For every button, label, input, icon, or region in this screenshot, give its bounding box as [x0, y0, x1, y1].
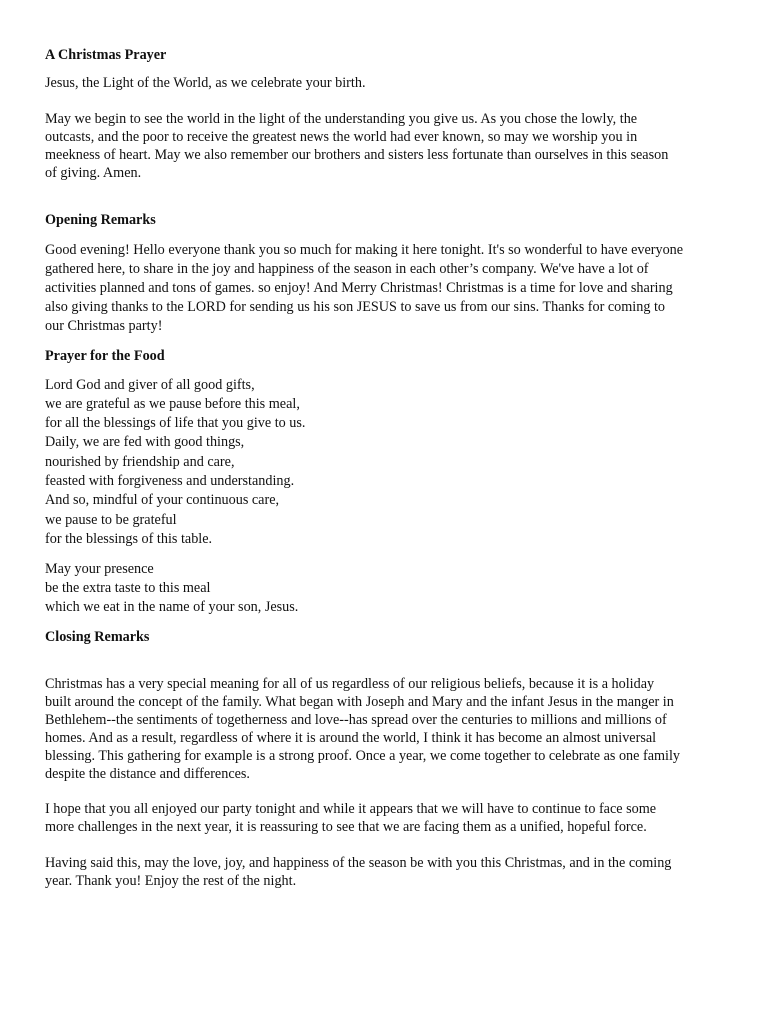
paragraph-line: I hope that you all enjoyed our party tonight and while it appears that we will have to continue to face some: [45, 801, 657, 817]
paragraph-line: May we begin to see the world in the light of the understanding you give us. As you chose the lowly, the: [45, 111, 638, 127]
paragraph-line: meekness of heart. May we also remember our brothers and sisters less fortunate than ourselves in this season: [45, 147, 669, 163]
section-heading-christmas-prayer: A Christmas Prayer: [45, 47, 167, 63]
paragraph-line: also giving thanks to the LORD for sending us his son JESUS to save us from our sins. Thanks for coming to: [45, 299, 666, 315]
poem-line: we are grateful as we pause before this meal,: [45, 396, 300, 412]
paragraph-line: Good evening! Hello everyone thank you so much for making it here tonight. It's so wonderful to have everyone: [45, 242, 684, 258]
poem-line: for the blessings of this table.: [45, 531, 213, 547]
paragraph-line: Jesus, the Light of the World, as we celebrate your birth.: [45, 75, 366, 91]
paragraph-line: blessing. This gathering for example is a strong proof. Once a year, we come together to celebrate as one family: [45, 748, 681, 764]
paragraph-line: gathered here, to share in the joy and happiness of the season in each other’s company. We've have a lot of: [45, 261, 649, 277]
paragraph-line: Bethlehem--the sentiments of togetherness and love--has spread over the centuries to millions and millions of: [45, 712, 667, 728]
poem-line: Daily, we are fed with good things,: [45, 434, 245, 450]
poem-line: May your presence: [45, 561, 154, 577]
section-heading-closing-remarks: Closing Remarks: [45, 629, 150, 645]
paragraph-line: homes. And as a result, regardless of where it is around the world, I think it has become an almost universal: [45, 730, 657, 746]
poem-line: for all the blessings of life that you give to us.: [45, 415, 306, 431]
paragraph-line: more challenges in the next year, it is reassuring to see that we are facing them as a unified, hopeful force.: [45, 819, 647, 835]
paragraph-line: Having said this, may the love, joy, and happiness of the season be with you this Christmas, and in the coming: [45, 855, 672, 871]
poem-line: Lord God and giver of all good gifts,: [45, 377, 255, 393]
paragraph-line: activities planned and tons of games. so enjoy! And Merry Christmas! Christmas is a time for love and sharing: [45, 280, 673, 296]
section-heading-opening-remarks: Opening Remarks: [45, 212, 156, 228]
section-heading-prayer-for-the-food: Prayer for the Food: [45, 348, 165, 364]
paragraph-line: outcasts, and the poor to receive the greatest news the world had ever known, so may we worship you in: [45, 129, 638, 145]
poem-line: we pause to be grateful: [45, 512, 177, 528]
paragraph-line: despite the distance and differences.: [45, 766, 250, 782]
poem-line: And so, mindful of your continuous care,: [45, 492, 280, 508]
poem-line: be the extra taste to this meal: [45, 580, 211, 596]
paragraph-line: our Christmas party!: [45, 318, 163, 334]
poem-line: which we eat in the name of your son, Jesus.: [45, 599, 299, 615]
paragraph-line: built around the concept of the family. What began with Joseph and Mary and the infant Jesus in the manger in: [45, 694, 674, 710]
paragraph-line: of giving. Amen.: [45, 165, 142, 181]
poem-line: feasted with forgiveness and understanding.: [45, 473, 295, 489]
paragraph-line: Christmas has a very special meaning for all of us regardless of our religious beliefs, because it is a holiday: [45, 676, 655, 692]
paragraph-line: year. Thank you! Enjoy the rest of the night.: [45, 873, 297, 889]
poem-line: nourished by friendship and care,: [45, 454, 235, 470]
